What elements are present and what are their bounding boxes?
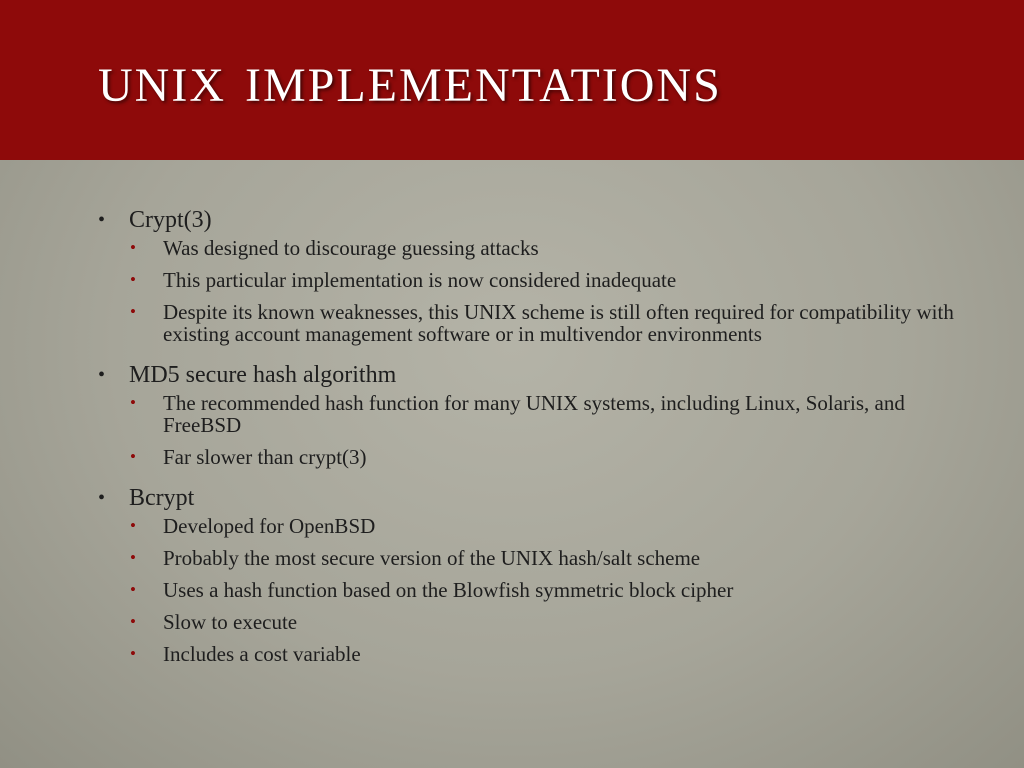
bullet-icon: • — [130, 393, 136, 412]
list-item-text: The recommended hash function for many UNIX systems, including Linux, Solaris, and FreeBSD — [163, 391, 905, 437]
bullet-icon: • — [98, 209, 106, 231]
list-item — [96, 392, 956, 436]
bullet-icon: • — [130, 238, 136, 257]
list-item — [96, 515, 956, 537]
bullet-icon: • — [130, 270, 136, 289]
sub-list — [96, 515, 956, 665]
slide-title: unix implementations — [98, 40, 722, 116]
list-item — [96, 643, 956, 665]
list-item-text: Despite its known weaknesses, this UNIX scheme is still often required for compatibility with existing account management software or in multivendor environments — [163, 300, 954, 346]
bullet-icon: • — [130, 644, 136, 663]
section-heading — [96, 361, 956, 389]
list-item-text: Uses a hash function based on the Blowfish symmetric block cipher — [163, 578, 734, 602]
list-item-text: Slow to execute — [163, 610, 298, 634]
section-md5 — [96, 361, 956, 468]
list-item — [96, 301, 956, 345]
list-item — [96, 579, 956, 601]
bullet-icon: • — [130, 612, 136, 631]
sub-list — [96, 237, 956, 345]
list-item-text: Far slower than crypt(3) — [163, 445, 367, 469]
list-item-text: Developed for OpenBSD — [163, 514, 376, 538]
section-crypt3 — [96, 206, 956, 345]
section-heading-text: MD5 secure hash algorithm — [129, 362, 397, 388]
bullet-icon: • — [130, 302, 136, 321]
section-heading-text: Bcrypt — [129, 485, 195, 511]
title-bar — [0, 0, 1024, 160]
section-heading — [96, 484, 956, 512]
bullet-icon: • — [130, 548, 136, 567]
bullet-icon: • — [98, 487, 106, 509]
list-item-text: This particular implementation is now considered inadequate — [163, 268, 677, 292]
list-item — [96, 611, 956, 633]
list-item-text: Includes a cost variable — [163, 642, 361, 666]
list-item — [96, 237, 956, 259]
list-item — [96, 269, 956, 291]
bullet-icon: • — [130, 447, 136, 466]
list-item — [96, 446, 956, 468]
bullet-icon: • — [130, 580, 136, 599]
section-bcrypt — [96, 484, 956, 665]
slide-content — [96, 206, 956, 681]
list-item-text: Was designed to discourage guessing attacks — [163, 236, 539, 260]
bullet-icon: • — [130, 516, 136, 535]
list-item — [96, 547, 956, 569]
sub-list — [96, 392, 956, 468]
section-heading — [96, 206, 956, 234]
list-item-text: Probably the most secure version of the UNIX hash/salt scheme — [163, 546, 701, 570]
section-heading-text: Crypt(3) — [129, 207, 212, 233]
bullet-icon: • — [98, 364, 106, 386]
